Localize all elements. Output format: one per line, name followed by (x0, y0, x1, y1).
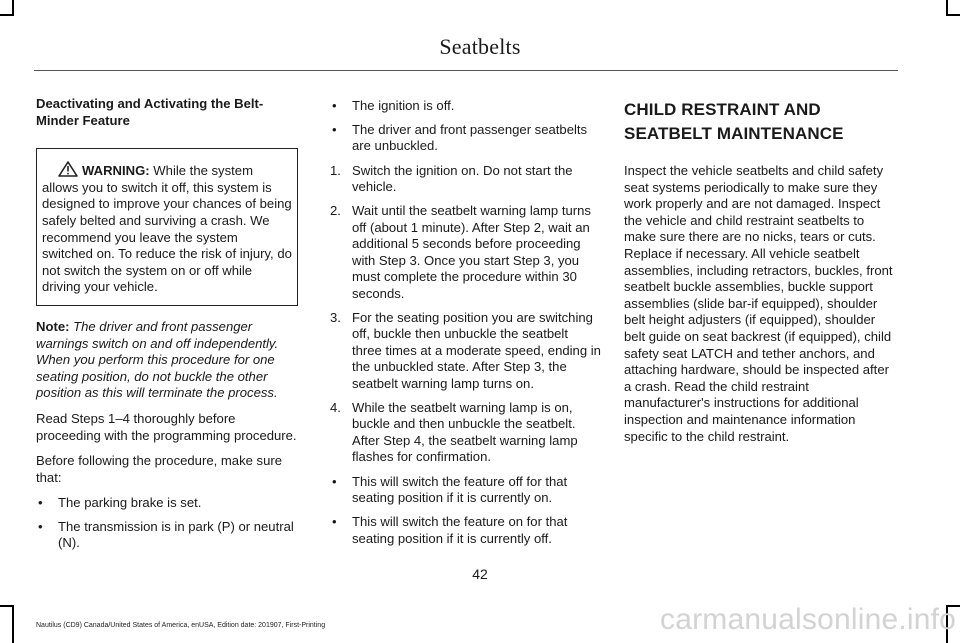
crop-mark (12, 605, 14, 643)
list-item: • The ignition is off. (330, 98, 601, 115)
warning-triangle-icon (58, 161, 78, 177)
watermark: carmanualsonline.info (660, 603, 957, 636)
header-rule (34, 70, 898, 71)
step-text: Wait until the seatbelt warning lamp turns off (about 1 minute). After Step 2, wait an additional 5 seconds before proceeding with Step 3. Once you start Step 3, you must complete the procedure within 30 seconds. (352, 202, 591, 301)
note (36, 319, 298, 402)
step-number: 1. (330, 162, 341, 178)
bullet-list (330, 474, 601, 547)
warning-label: WARNING: (82, 163, 150, 179)
column-2 (330, 98, 601, 555)
warning-box (36, 148, 298, 306)
numbered-steps (330, 163, 601, 466)
page-header-title: Seatbelts (439, 34, 521, 59)
step-number: 3. (330, 309, 341, 325)
list-item: • This will switch the feature off for that seating position if it is currently on. (330, 474, 601, 507)
step-text: For the seating position you are switching off, buckle then unbuckle the seatbelt three times at a moderate speed, ending in the unbuckled state. After Step 3, the seatbelt warning lamp turns on. (352, 309, 601, 391)
column-3 (624, 98, 897, 454)
crop-mark (946, 14, 960, 16)
crop-mark (0, 605, 14, 607)
step-text: While the seatbelt warning lamp is on, buckle and then unbuckle the seatbelt. After Step 4, the seatbelt warning lamp flashes for confirmation. (352, 399, 578, 465)
paragraph: Read Steps 1–4 thoroughly before proceeding with the programming procedure. (36, 410, 297, 443)
step-item (330, 400, 601, 466)
step-text: Switch the ignition on. Do not start the vehicle. (352, 162, 573, 195)
list-item: • The transmission is in park (P) or neutral (N). (36, 519, 298, 552)
warning-text: While the system allows you to switch it off, this system is designed to improve your chances of being safely belted and surviving a crash. We recommend you leave the system switched on. To reduce the risk of injury, do not switch the system on or off while driving your vehicle. (42, 163, 292, 295)
footer-edition-info: Nautilus (CD9) Canada/United States of America, enUSA, Edition date: 201907, First-Printing (36, 622, 326, 629)
list-item: • This will switch the feature on for that seating position if it is currently off. (330, 514, 601, 547)
paragraph: Inspect the vehicle seatbelts and child safety seat systems periodically to make sure they work properly and are not damaged. Inspect the vehicle and child restraint seatbelts to make sure there are no nicks, tears or cuts. Replace if necessary. All vehicle seatbelt assemblies, including retractors, buckles, front seatbelt buckle assemblies, buckle support assemblies (slide bar-if equipped), shoulder belt height adjusters (if equipped), shoulder belt guide on seat backrest (if equipped), child safety seat LATCH and tether anchors, and attaching hardware, should be inspected after a crash. Read the child restraint manufacturer's instructions for additional inspection and maintenance information specific to the child restraint. (624, 163, 893, 444)
list-item: • The parking brake is set. (36, 495, 298, 512)
paragraph: Before following the procedure, make sure that: (36, 453, 283, 485)
step-item (330, 163, 601, 196)
column-1 (36, 96, 298, 560)
note-label: Note: (36, 318, 70, 334)
crop-mark (0, 14, 14, 16)
step-number: 2. (330, 202, 341, 218)
bullet-list (330, 98, 601, 155)
step-item (330, 310, 601, 393)
list-item: • The driver and front passenger seatbelts are unbuckled. (330, 122, 601, 155)
note-text: The driver and front passenger warnings switch on and off independently. When you perform this procedure for one seating position, do not buckle the other position as this will terminate the process. (36, 318, 279, 401)
page-number: 42 (472, 566, 488, 582)
section-heading: CHILD RESTRAINT AND SEATBELT MAINTENANCE (624, 100, 844, 143)
section-subheading: Deactivating and Activating the Belt-Minder Feature (36, 96, 264, 128)
step-item (330, 203, 601, 303)
bullet-list (36, 495, 298, 552)
step-number: 4. (330, 399, 341, 415)
